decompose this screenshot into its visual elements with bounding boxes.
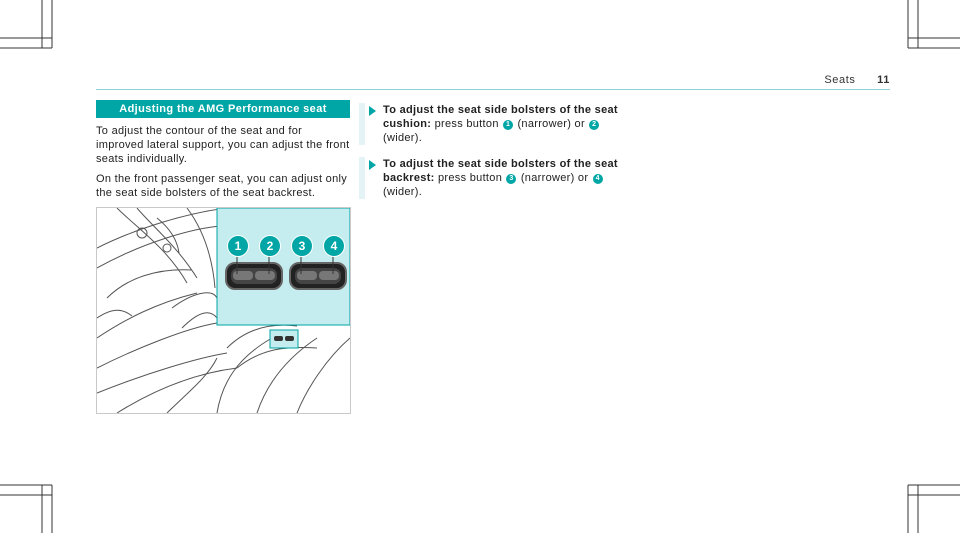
page-number: 11 [877, 74, 890, 86]
step-cushion: To adjust the seat side bolsters of the seat cushion: press button 1 (narrower) or 2 (wider). [369, 103, 623, 145]
section-heading: Adjusting the AMG Performance seat [96, 100, 350, 118]
step-arrow-icon [369, 106, 376, 116]
button-1-badge: 1 [503, 120, 513, 130]
section-name: Seats [824, 74, 856, 86]
step-bar [359, 103, 365, 145]
seat-line-drawing [97, 208, 350, 413]
left-column [96, 100, 350, 200]
callout-1: 1 [227, 235, 249, 257]
header-rule [96, 89, 890, 90]
step-title: To adjust the seat side bolsters of the seat cushion: [383, 104, 618, 130]
button-3-badge: 3 [506, 174, 516, 184]
seat-illustration [96, 207, 351, 414]
intro-paragraph: To adjust the contour of the seat and for improved lateral support, you can adjust the front seats individually. [96, 125, 350, 165]
step-arrow-icon [369, 160, 376, 170]
callout-4: 4 [323, 235, 345, 257]
step-backrest: To adjust the seat side bolsters of the seat backrest: press button 3 (narrower) or 4 (wider). [369, 157, 623, 199]
right-column [369, 103, 623, 211]
step-title: To adjust the seat side bolsters of the seat backrest: [383, 158, 618, 184]
callout-2: 2 [259, 235, 281, 257]
callout-3: 3 [291, 235, 313, 257]
step-bar [359, 157, 365, 199]
running-head [824, 74, 890, 86]
passenger-note: On the front passenger seat, you can adjust only the seat side bolsters of the seat backrest. [96, 173, 348, 199]
button-4-badge: 4 [593, 174, 603, 184]
button-2-badge: 2 [589, 120, 599, 130]
